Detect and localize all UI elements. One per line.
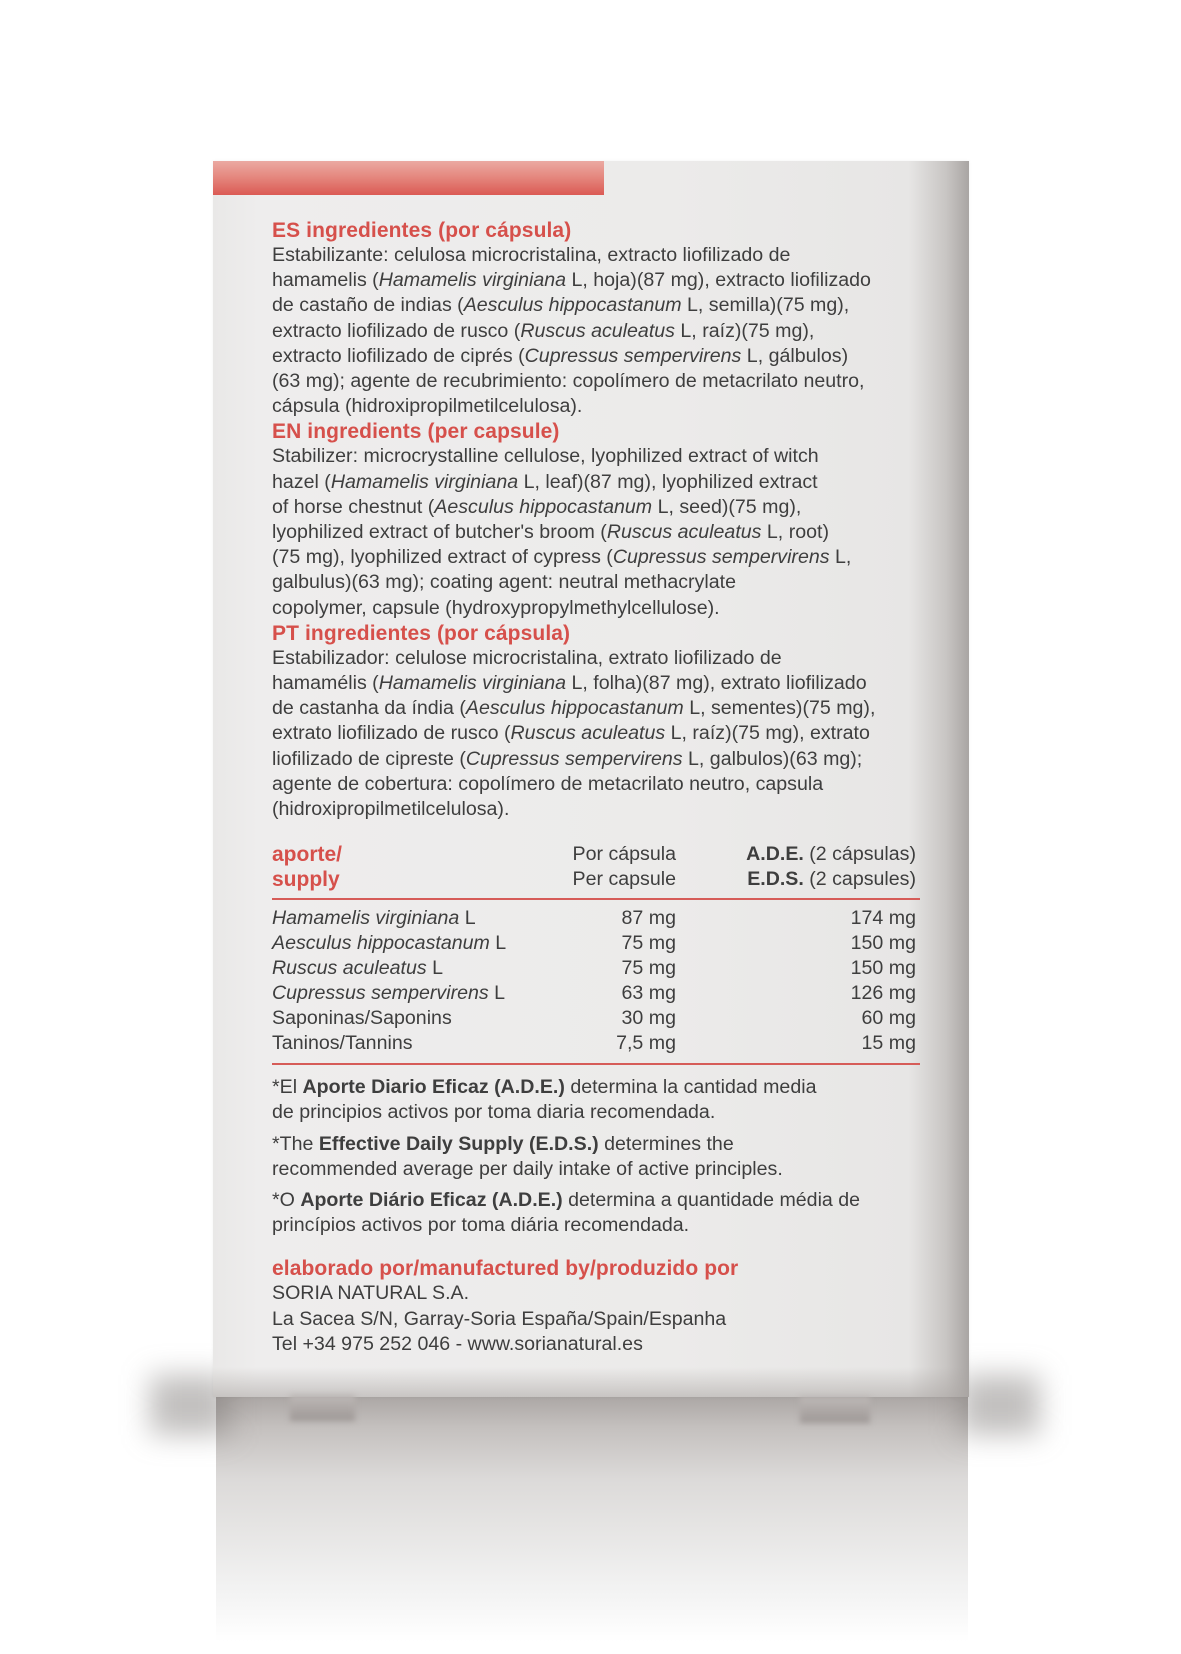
species-name: Aesculus hippocastanum <box>463 294 682 317</box>
species-name: Hamamelis virginiana <box>378 269 567 292</box>
header-label-en: supply <box>272 868 340 892</box>
section-heading: PT ingredientes (por cápsula) <box>272 621 571 645</box>
daily-supply-value: 126 mg <box>850 982 916 1005</box>
per-capsule-value: 63 mg <box>621 982 676 1005</box>
per-capsule-value: 87 mg <box>621 907 676 930</box>
daily-supply-value: 150 mg <box>850 932 916 955</box>
text-line: hazel (Hamamelis virginiana L, leaf)(87 mg), lyophilized extract <box>272 470 818 493</box>
abbr-ade: A.D.E. <box>746 843 804 866</box>
text-line: extrato liofilizado de rusco (Ruscus aculeatus L, raíz)(75 mg), extrato <box>272 722 870 745</box>
manufacturer-block <box>272 1256 920 1357</box>
flap-shadow-left <box>290 1395 355 1421</box>
text-line: hamamélis (Hamamelis virginiana L, folha)(87 mg), extrato liofilizado <box>272 672 867 695</box>
ingredient-name: Cupressus sempervirens L <box>272 982 506 1005</box>
footnotes <box>272 1075 920 1238</box>
ingredient-name: Hamamelis virginiana L <box>272 907 476 930</box>
per-capsule-value: 30 mg <box>621 1007 676 1030</box>
per-capsule-value: 75 mg <box>621 932 676 955</box>
ingredient-sections <box>272 218 920 822</box>
species-name: Ruscus aculeatus <box>510 722 666 745</box>
brand-color-band <box>213 161 604 195</box>
company-contact: Tel +34 975 252 046 - www.sorianatural.es <box>272 1332 643 1355</box>
text-line: hamamelis (Hamamelis virginiana L, hoja)(87 mg), extracto liofilizado <box>272 269 871 292</box>
header-per-capsule <box>573 842 676 892</box>
text-line: (hidroxipropilmetilcelulosa). <box>272 798 510 821</box>
text-line: copolymer, capsule (hydroxypropylmethylcellulose). <box>272 596 720 619</box>
per-capsule-value: 75 mg <box>621 957 676 980</box>
header-label-es: aporte/ <box>272 843 343 867</box>
company-name: SORIA NATURAL S.A. <box>272 1282 470 1305</box>
table-row <box>272 981 920 1006</box>
ingredients-text <box>272 646 920 822</box>
ingredient-name: Saponinas/Saponins <box>272 1007 452 1030</box>
species-name: Ruscus aculeatus <box>606 521 762 544</box>
shadow-right <box>960 1375 1040 1435</box>
package-reflection <box>216 1392 968 1642</box>
text-line: cápsula (hidroxipropilmetilcelulosa). <box>272 395 583 418</box>
text-line: of horse chestnut (Aesculus hippocastanum L, seed)(75 mg), <box>272 495 802 518</box>
daily-supply-value: 60 mg <box>861 1007 916 1030</box>
species-name: Cupressus sempervirens <box>465 747 683 770</box>
species-name: Cupressus sempervirens <box>524 344 742 367</box>
abbr-eds: E.D.S. <box>747 868 804 891</box>
table-row <box>272 931 920 956</box>
text-line: de castanha da índia (Aesculus hippocastanum L, sementes)(75 mg), <box>272 697 876 720</box>
ingredients-text <box>272 243 920 419</box>
text-line: liofilizado de cipreste (Cupressus sempervirens L, galbulos)(63 mg); <box>272 747 863 770</box>
species-name: Aesculus hippocastanum <box>434 495 653 518</box>
text-line: (63 mg); agente de recubrimiento: copolímero de metacrilato neutro, <box>272 370 865 393</box>
section-heading: EN ingredients (per capsule) <box>272 420 560 444</box>
species-name: Hamamelis virginiana <box>378 672 567 695</box>
table-row <box>272 1006 920 1031</box>
section-heading: ES ingredientes (por cápsula) <box>272 219 572 242</box>
text-line: extracto liofilizado de ciprés (Cupressus sempervirens L, gálbulos) <box>272 344 849 367</box>
table-row <box>272 1031 920 1056</box>
text-line: Stabilizer: microcrystalline cellulose, lyophilized extract of witch <box>272 445 819 468</box>
daily-es-rest: (2 cápsulas) <box>803 843 916 866</box>
label-content <box>272 218 920 1357</box>
daily-en-rest: (2 capsules) <box>803 868 916 891</box>
header-daily-supply <box>746 842 916 892</box>
text-line: Estabilizante: celulosa microcristalina, extracto liofilizado de <box>272 244 791 266</box>
text-line: galbulus)(63 mg); coating agent: neutral methacrylate <box>272 571 736 594</box>
footnote: *El Aporte Diario Eficaz (A.D.E.) determina la cantidad media de principios activos por toma diaria recomendada. <box>272 1076 817 1124</box>
text-line: (75 mg), lyophilized extract of cypress (Cupressus sempervirens L, <box>272 546 852 569</box>
species-name: Ruscus aculeatus <box>520 319 675 342</box>
supply-table <box>272 842 920 1065</box>
footnote: *The Effective Daily Supply (E.D.S.) determines the recommended average per daily intake of active principles. <box>272 1132 783 1180</box>
header-daily-en <box>746 867 916 892</box>
ingredient-name: Taninos/Tannins <box>272 1032 413 1055</box>
per-capsule-value: 7,5 mg <box>616 1032 676 1055</box>
table-divider-bottom <box>272 1063 920 1065</box>
ingredients-text <box>272 444 920 620</box>
daily-supply-value: 174 mg <box>850 907 916 930</box>
supply-table-header <box>272 842 920 892</box>
header-per-capsule-es: Por cápsula <box>572 843 676 866</box>
species-name: Hamamelis virginiana <box>330 470 519 493</box>
supply-table-body <box>272 906 920 1056</box>
daily-supply-value: 150 mg <box>850 957 916 980</box>
text-line: lyophilized extract of butcher's broom (Ruscus aculeatus L, root) <box>272 521 829 544</box>
company-address: La Sacea S/N, Garray-Soria España/Spain/Espanha <box>272 1307 727 1330</box>
species-name: Aesculus hippocastanum <box>465 697 684 720</box>
section-en <box>272 419 920 620</box>
text-line: agente de cobertura: copolímero de metacrilato neutro, capsula <box>272 772 824 795</box>
footnote: *O Aporte Diário Eficaz (A.D.E.) determina a quantidade média de princípios activos por toma diária recomendada. <box>272 1189 861 1237</box>
daily-supply-value: 15 mg <box>861 1032 916 1055</box>
text-line: Estabilizador: celulose microcristalina, extrato liofilizado de <box>272 646 782 669</box>
table-row <box>272 906 920 931</box>
text-line: de castaño de indias (Aesculus hippocastanum L, semilla)(75 mg), <box>272 294 850 317</box>
section-es <box>272 218 920 419</box>
manufacturer-heading: elaborado por/manufactured by/produzido por <box>272 1257 739 1281</box>
flap-shadow-right <box>800 1397 870 1423</box>
table-row <box>272 956 920 981</box>
header-per-capsule-en: Per capsule <box>572 868 676 891</box>
text-line: extracto liofilizado de rusco (Ruscus aculeatus L, raíz)(75 mg), <box>272 319 815 342</box>
header-daily-es <box>746 842 916 867</box>
section-pt <box>272 621 920 822</box>
species-name: Cupressus sempervirens <box>612 546 830 569</box>
ingredient-name: Ruscus aculeatus L <box>272 957 443 980</box>
table-divider-top <box>272 898 920 900</box>
ingredient-name: Aesculus hippocastanum L <box>272 932 507 955</box>
